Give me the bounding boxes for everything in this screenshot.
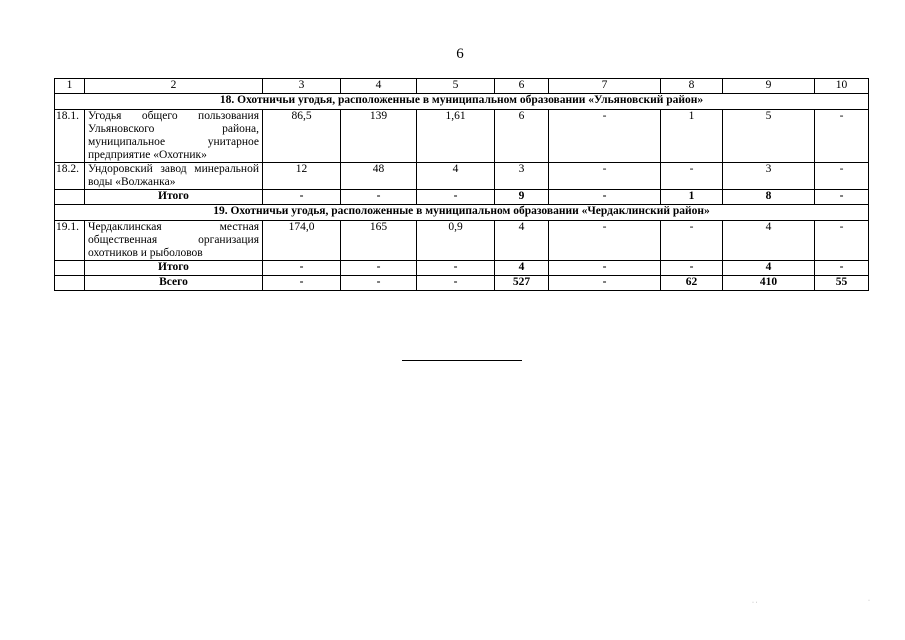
- end-divider-line: [402, 360, 522, 361]
- table-row: [55, 110, 869, 163]
- cell-col7: -: [549, 221, 661, 261]
- column-header: 7: [549, 79, 661, 94]
- subtotal-label: Итого: [85, 261, 263, 276]
- subtotal-row: [55, 190, 869, 205]
- cell-col5: -: [417, 261, 495, 276]
- row-description: Ундоровский завод минеральной воды «Волжанка»: [85, 163, 263, 190]
- section-heading-row: [55, 205, 869, 221]
- subtotal-row: [55, 261, 869, 276]
- cell-col3: 86,5: [263, 110, 341, 163]
- hunting-grounds-table: [54, 78, 869, 291]
- table-row: [55, 163, 869, 190]
- column-header: 6: [495, 79, 549, 94]
- cell-col7: -: [549, 276, 661, 291]
- cell-col5: 1,61: [417, 110, 495, 163]
- cell-col4: 165: [341, 221, 417, 261]
- grand-total-row: [55, 276, 869, 291]
- row-number: 19.1.: [55, 221, 85, 261]
- cell-col5: -: [417, 276, 495, 291]
- cell-col9: 4: [723, 221, 815, 261]
- scan-artifact: · ·: [752, 600, 758, 606]
- cell-col10: -: [815, 190, 869, 205]
- cell-col6: 4: [495, 221, 549, 261]
- cell-col6: 4: [495, 261, 549, 276]
- cell-col7: -: [549, 163, 661, 190]
- row-number: [55, 276, 85, 291]
- cell-col8: -: [661, 163, 723, 190]
- cell-col4: 139: [341, 110, 417, 163]
- cell-col7: -: [549, 190, 661, 205]
- cell-col7: -: [549, 110, 661, 163]
- cell-col10: -: [815, 163, 869, 190]
- column-header: 2: [85, 79, 263, 94]
- cell-col5: 4: [417, 163, 495, 190]
- column-header: 8: [661, 79, 723, 94]
- cell-col8: -: [661, 221, 723, 261]
- cell-col9: 410: [723, 276, 815, 291]
- row-description: Чердаклинская местная общественная организация охотников и рыболовов: [85, 221, 263, 261]
- scan-artifact: ·: [868, 598, 870, 604]
- table-row: [55, 221, 869, 261]
- section-title: 18. Охотничьи угодья, расположенные в муниципальном образовании «Ульяновский район»: [55, 94, 869, 110]
- cell-col3: -: [263, 190, 341, 205]
- cell-col8: 62: [661, 276, 723, 291]
- cell-col4: 48: [341, 163, 417, 190]
- row-description: Угодья общего пользования Ульяновского района, муниципальное унитарное предприятие «Охотник»: [85, 110, 263, 163]
- subtotal-label: Итого: [85, 190, 263, 205]
- cell-col10: -: [815, 221, 869, 261]
- cell-col8: 1: [661, 190, 723, 205]
- cell-col4: -: [341, 190, 417, 205]
- cell-col4: -: [341, 261, 417, 276]
- cell-col9: 4: [723, 261, 815, 276]
- page-number: 6: [456, 46, 464, 62]
- column-header: 4: [341, 79, 417, 94]
- cell-col3: 12: [263, 163, 341, 190]
- column-header: 3: [263, 79, 341, 94]
- cell-col5: 0,9: [417, 221, 495, 261]
- row-number: [55, 190, 85, 205]
- grand-total-label: Всего: [85, 276, 263, 291]
- cell-col6: 6: [495, 110, 549, 163]
- row-number: 18.2.: [55, 163, 85, 190]
- cell-col9: 8: [723, 190, 815, 205]
- cell-col8: 1: [661, 110, 723, 163]
- column-header: 9: [723, 79, 815, 94]
- cell-col3: 174,0: [263, 221, 341, 261]
- cell-col4: -: [341, 276, 417, 291]
- section-title: 19. Охотничьи угодья, расположенные в муниципальном образовании «Чердаклинский район»: [55, 205, 869, 221]
- cell-col7: -: [549, 261, 661, 276]
- column-header: 10: [815, 79, 869, 94]
- row-number: [55, 261, 85, 276]
- cell-col10: 55: [815, 276, 869, 291]
- cell-col6: 527: [495, 276, 549, 291]
- column-header: 5: [417, 79, 495, 94]
- column-number-row: [55, 79, 869, 94]
- cell-col3: -: [263, 276, 341, 291]
- section-heading-row: [55, 94, 869, 110]
- cell-col10: -: [815, 110, 869, 163]
- cell-col3: -: [263, 261, 341, 276]
- cell-col6: 9: [495, 190, 549, 205]
- cell-col10: -: [815, 261, 869, 276]
- row-number: 18.1.: [55, 110, 85, 163]
- cell-col6: 3: [495, 163, 549, 190]
- column-header: 1: [55, 79, 85, 94]
- cell-col9: 3: [723, 163, 815, 190]
- cell-col8: -: [661, 261, 723, 276]
- cell-col5: -: [417, 190, 495, 205]
- cell-col9: 5: [723, 110, 815, 163]
